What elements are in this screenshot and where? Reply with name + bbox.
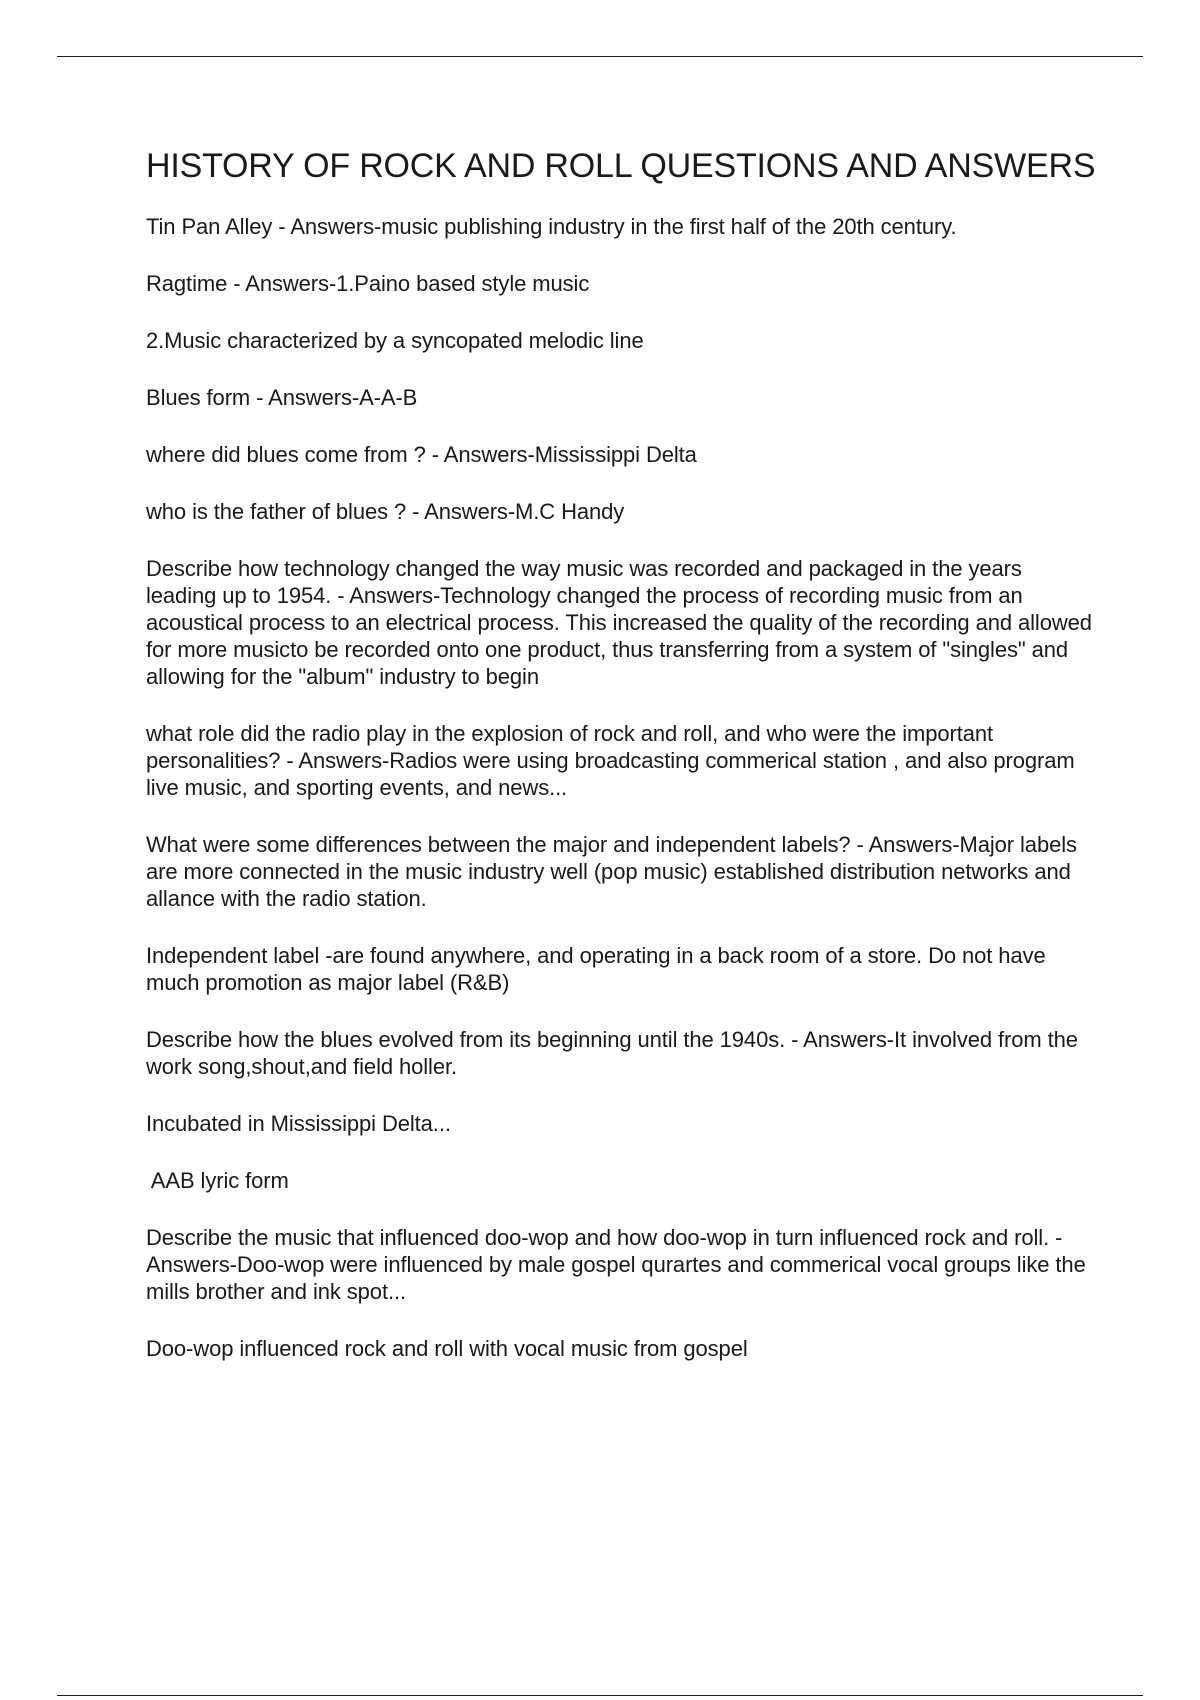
document-body <box>146 146 1096 1392</box>
qa-paragraph: Incubated in Mississippi Delta... <box>146 1111 451 1136</box>
qa-paragraph: 2.Music characterized by a syncopated melodic line <box>146 328 644 353</box>
qa-paragraph: who is the father of blues ? - Answers-M.C Handy <box>146 499 625 524</box>
qa-paragraph: Ragtime - Answers-1.Paino based style music <box>146 271 590 296</box>
qa-paragraph: Describe the music that influenced doo-wop and how doo-wop in turn influenced rock and roll. - Answers-Doo-wop were influenced by male gospel qurartes and commerical vocal groups like the mills brother and ink spot... <box>146 1225 1086 1304</box>
qa-paragraph: Describe how technology changed the way music was recorded and packaged in the years leading up to 1954. - Answers-Technology changed the process of recording music from an acoustical process to an electrical process. This increased the quality of the recording and allowed for more musicto be recorded onto one product, thus transferring from a system of "singles" and allowing for the "album" industry to begin <box>146 556 1092 689</box>
qa-paragraph: AAB lyric form <box>146 1168 289 1193</box>
qa-paragraph: Tin Pan Alley - Answers-music publishing industry in the first half of the 20th century. <box>146 214 957 239</box>
bottom-divider <box>57 1695 1143 1696</box>
qa-paragraph: Doo-wop influenced rock and roll with vocal music from gospel <box>146 1336 748 1361</box>
top-divider <box>57 56 1143 57</box>
qa-paragraph: what role did the radio play in the explosion of rock and roll, and who were the important personalities? - Answers-Radios were using broadcasting commerical station , and also program live music, and sporting events, and news... <box>146 721 1075 800</box>
qa-paragraph: Describe how the blues evolved from its beginning until the 1940s. - Answers-It involved from the work song,shout,and field holler. <box>146 1027 1078 1079</box>
qa-paragraph: What were some differences between the major and independent labels? - Answers-Major labels are more connected in the music industry well (pop music) established distribution networks and allance with the radio station. <box>146 832 1077 911</box>
qa-paragraph: Independent label -are found anywhere, and operating in a back room of a store. Do not have much promotion as major label (R&B) <box>146 943 1046 995</box>
qa-paragraph: Blues form - Answers-A-A-B <box>146 385 418 410</box>
qa-paragraph: where did blues come from ? - Answers-Mississippi Delta <box>146 442 697 467</box>
document-title: HISTORY OF ROCK AND ROLL QUESTIONS AND ANSWERS <box>146 147 1096 185</box>
